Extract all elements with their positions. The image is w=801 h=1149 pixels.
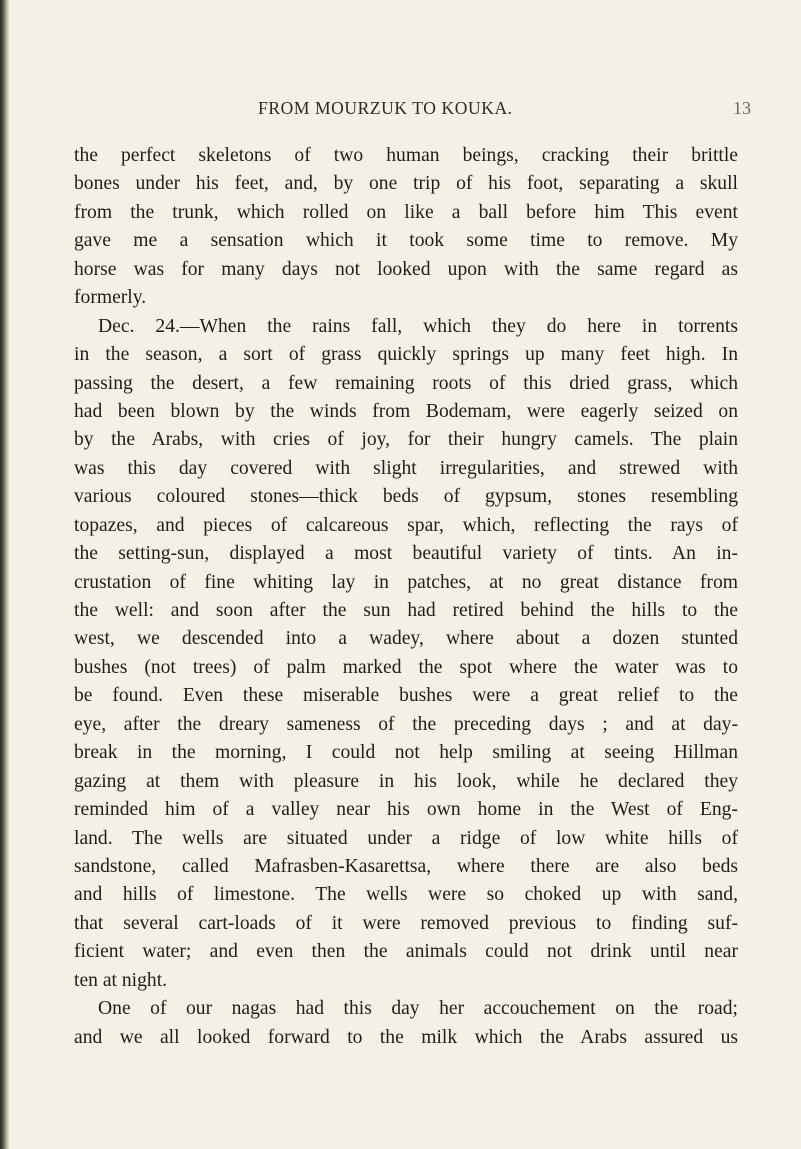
text-line: various coloured stones—thick beds of gypsum, stones resembling bbox=[74, 486, 738, 508]
text-line: bushes (not trees) of palm marked the spot where the water was to bbox=[74, 656, 738, 678]
text-line: eye, after the dreary sameness of the preceding days ; and at day- bbox=[74, 713, 738, 735]
text-line: and we all looked forward to the milk which the Arabs assured us bbox=[74, 1026, 738, 1048]
text-line: formerly. bbox=[74, 287, 147, 309]
body-text bbox=[74, 142, 738, 1052]
text-line: bones under his feet, and, by one trip of his foot, separating a skull bbox=[74, 173, 738, 195]
text-line: land. The wells are situated under a ridge of low white hills of bbox=[74, 827, 738, 849]
text-line: be found. Even these miserable bushes were a great relief to the bbox=[74, 685, 738, 707]
running-title: FROM MOURZUK TO KOUKA. bbox=[258, 98, 513, 118]
text-line: by the Arabs, with cries of joy, for their hungry camels. The plain bbox=[74, 429, 738, 451]
page-header bbox=[0, 98, 801, 128]
text-line: gave me a sensation which it took some time to remove. My bbox=[74, 230, 738, 252]
page-number: 13 bbox=[733, 98, 751, 118]
text-line: sandstone, called Mafrasben-Kasarettsa, where there are also beds bbox=[74, 855, 738, 877]
text-line: that several cart-loads of it were removed previous to finding suf- bbox=[74, 912, 738, 934]
text-line: the setting-sun, displayed a most beautiful variety of tints. An in- bbox=[74, 543, 738, 565]
text-line: from the trunk, which rolled on like a ball before him This event bbox=[74, 201, 738, 223]
page-gutter-shadow bbox=[0, 0, 9, 1149]
text-line: the perfect skeletons of two human beings, cracking their brittle bbox=[74, 145, 738, 166]
text-line: reminded him of a valley near his own home in the West of Eng- bbox=[74, 799, 738, 821]
text-line: crustation of fine whiting lay in patches, at no great distance from bbox=[74, 571, 738, 593]
text-line: in the season, a sort of grass quickly springs up many feet high. In bbox=[74, 344, 738, 366]
text-line: horse was for many days not looked upon with the same regard as bbox=[74, 258, 738, 280]
text-line: had been blown by the winds from Bodemam, were eagerly seized on bbox=[74, 400, 738, 422]
text-line: One of our nagas had this day her accouchement on the road; bbox=[98, 998, 738, 1020]
text-line: Dec. 24.—When the rains fall, which they do here in torrents bbox=[98, 315, 738, 337]
text-line: was this day covered with slight irregularities, and strewed with bbox=[74, 457, 738, 479]
text-line: topazes, and pieces of calcareous spar, which, reflecting the rays of bbox=[74, 514, 738, 536]
text-line: and hills of limestone. The wells were so choked up with sand, bbox=[74, 884, 738, 906]
text-line: gazing at them with pleasure in his look, while he declared they bbox=[74, 770, 738, 792]
text-line: the well: and soon after the sun had retired behind the hills to the bbox=[74, 600, 738, 621]
text-line: break in the morning, I could not help smiling at seeing Hillman bbox=[74, 742, 738, 764]
text-line: ten at night. bbox=[74, 969, 168, 991]
text-line: ficient water; and even then the animals could not drink until near bbox=[74, 941, 738, 963]
text-line: west, we descended into a wadey, where about a dozen stunted bbox=[74, 628, 738, 650]
text-line: passing the desert, a few remaining roots of this dried grass, which bbox=[74, 372, 738, 394]
